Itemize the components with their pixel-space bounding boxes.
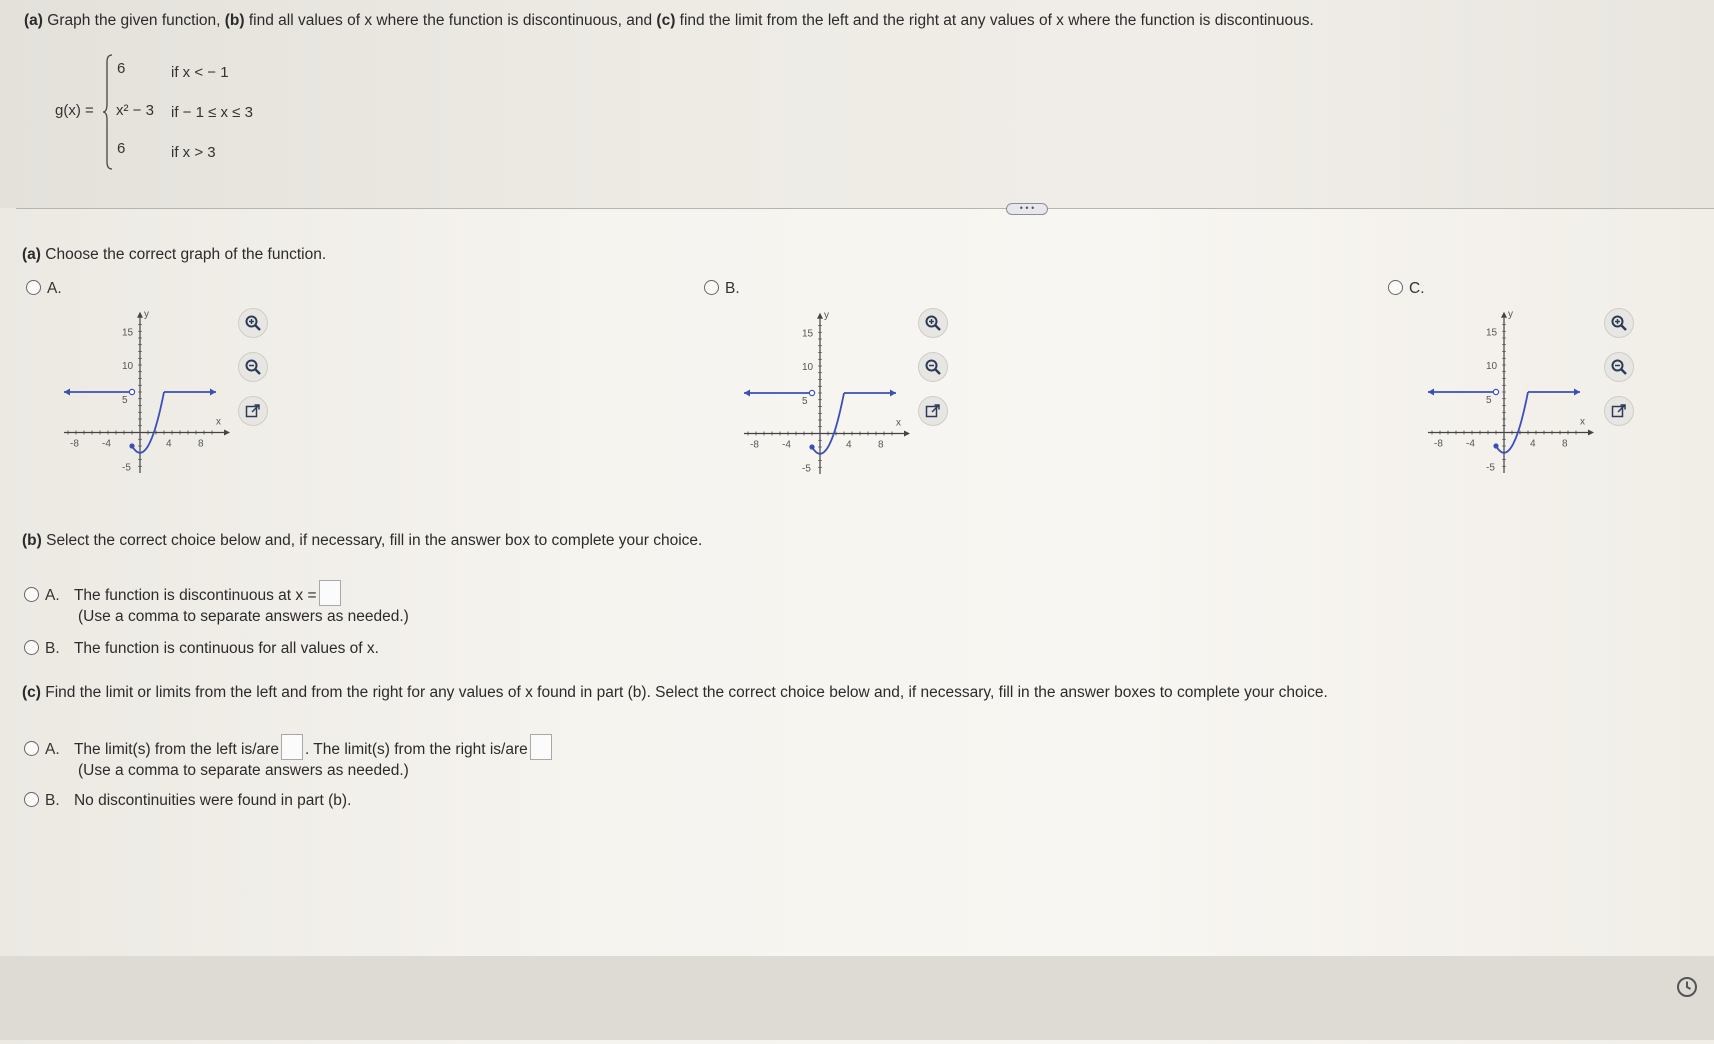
radio-button[interactable] <box>26 280 41 295</box>
right-piece-arrow <box>210 389 216 396</box>
radio-button[interactable] <box>1388 280 1403 295</box>
x-tick-label: 4 <box>166 438 172 450</box>
radio-button[interactable] <box>24 640 39 655</box>
graph-option-c[interactable] <box>1388 280 1425 298</box>
y-axis-arrow <box>817 313 823 319</box>
problem-statement <box>24 12 1314 30</box>
closed-endpoint <box>809 444 814 449</box>
graph-a <box>50 305 240 485</box>
part-c-question <box>22 684 1328 702</box>
y-tick-label: -5 <box>802 463 811 475</box>
zoom-out-icon[interactable] <box>238 352 268 382</box>
x-tick-label: 8 <box>198 438 204 450</box>
zoom-in-icon[interactable] <box>918 308 948 338</box>
left-piece-arrow <box>1428 389 1434 396</box>
left-piece-arrow <box>744 390 750 397</box>
option-a-left-text: The limit(s) from the left is/are <box>73 741 279 758</box>
y-tick-label: 5 <box>802 395 808 407</box>
graph-c-svg <box>1414 305 1604 485</box>
left-brace <box>103 54 113 170</box>
part-b-option-a[interactable] <box>24 580 343 606</box>
y-tick-label: -5 <box>122 462 131 474</box>
part-a-prefix: (a) <box>22 246 41 263</box>
graph-b-svg <box>730 306 920 486</box>
x-axis-label: x <box>896 417 901 429</box>
middle-piece-curve <box>812 393 844 454</box>
x-tick-label: 4 <box>846 439 852 451</box>
option-letter: B. <box>725 280 740 297</box>
piece-1-condition: if x < − 1 <box>171 64 229 81</box>
radio-button[interactable] <box>24 741 39 756</box>
x-axis-label: x <box>1580 416 1585 428</box>
zoom-in-icon[interactable] <box>238 308 268 338</box>
option-letter: B. <box>45 640 60 657</box>
y-axis-arrow <box>1501 312 1507 318</box>
radio-button[interactable] <box>704 280 719 295</box>
section-divider <box>16 208 1714 209</box>
open-new-window-icon[interactable] <box>238 396 268 426</box>
x-tick-label: 8 <box>1562 438 1568 450</box>
left-piece-arrow <box>64 389 70 396</box>
option-letter: B. <box>45 792 60 809</box>
right-piece-arrow <box>890 390 896 397</box>
option-a-text: The function is discontinuous at x = <box>73 587 317 604</box>
closed-endpoint <box>1493 443 1498 448</box>
prompt-part-b-label: (b) <box>224 12 245 29</box>
footer-band <box>0 956 1714 1040</box>
y-tick-label: 10 <box>802 362 814 373</box>
y-axis-arrow <box>137 312 143 318</box>
part-b-prefix: (b) <box>22 532 42 549</box>
part-b-question <box>22 532 702 550</box>
option-b-text: No discontinuities were found in part (b). <box>73 792 352 809</box>
middle-piece-curve <box>1496 392 1528 453</box>
x-tick-label: -8 <box>750 439 759 451</box>
part-b-hint: (Use a comma to separate answers as needed.) <box>78 608 409 625</box>
part-c-hint: (Use a comma to separate answers as needed.) <box>78 762 409 779</box>
x-tick-label: 4 <box>1530 438 1536 450</box>
y-axis-label: y <box>1508 308 1513 320</box>
function-name: g(x) = <box>55 102 94 119</box>
y-tick-label: 10 <box>122 361 134 372</box>
prompt-text-b: find all values of x where the function is discontinuous, and <box>244 12 657 29</box>
graph-b <box>730 306 920 486</box>
closed-endpoint <box>129 443 134 448</box>
prompt-text-c: find the limit from the left and the right at any values of x where the function is discontinuous. <box>675 12 1314 29</box>
x-tick-label: 8 <box>878 439 884 451</box>
x-axis-arrow <box>904 431 910 437</box>
piecewise-function <box>55 50 315 175</box>
resize-handle[interactable]: • • • <box>1006 203 1048 215</box>
graph-option-a[interactable] <box>26 280 62 298</box>
y-tick-label: 15 <box>802 328 814 340</box>
option-letter: A. <box>45 587 60 604</box>
part-c-option-a[interactable] <box>24 734 554 760</box>
y-axis-label: y <box>824 309 829 321</box>
x-tick-label: -8 <box>70 438 79 450</box>
radio-button[interactable] <box>24 587 39 602</box>
piece-3-condition: if x > 3 <box>171 144 216 161</box>
prompt-part-c-label: (c) <box>656 12 676 29</box>
open-new-window-icon[interactable] <box>918 396 948 426</box>
graph-a-svg <box>50 305 240 485</box>
zoom-out-icon[interactable] <box>1604 352 1634 382</box>
y-tick-label: -5 <box>1486 462 1495 474</box>
y-tick-label: 5 <box>1486 394 1492 406</box>
x-tick-label: -8 <box>1434 438 1443 450</box>
option-letter: C. <box>1409 280 1425 297</box>
option-b-text: The function is continuous for all values of x. <box>73 640 379 657</box>
left-limit-answer-box[interactable] <box>281 734 303 760</box>
open-endpoint <box>809 390 814 395</box>
part-b-text: Select the correct choice below and, if necessary, fill in the answer box to complete your choice. <box>41 532 703 549</box>
prompt-part-a-label: (a) <box>24 12 43 29</box>
y-axis-label: y <box>144 308 149 320</box>
graph-option-b[interactable] <box>704 280 740 298</box>
piece-1-expression: 6 <box>117 60 126 77</box>
y-tick-label: 15 <box>122 327 134 339</box>
option-a-right-text: . The limit(s) from the right is/are <box>304 741 528 758</box>
prompt-text-a: Graph the given function, <box>42 12 225 29</box>
x-tick-label: -4 <box>102 438 111 450</box>
right-limit-answer-box[interactable] <box>530 734 552 760</box>
y-tick-label: 15 <box>1486 327 1498 339</box>
right-piece-arrow <box>1574 389 1580 396</box>
x-tick-label: -4 <box>1466 438 1475 450</box>
zoom-in-icon[interactable] <box>1604 308 1634 338</box>
y-tick-label: 10 <box>1486 361 1498 372</box>
graph-c <box>1414 305 1604 485</box>
part-c-prefix: (c) <box>22 684 41 701</box>
option-letter: A. <box>47 280 62 297</box>
piece-3-expression: 6 <box>117 140 126 157</box>
open-new-window-icon[interactable] <box>1604 396 1634 426</box>
radio-button[interactable] <box>24 792 39 807</box>
open-endpoint <box>1493 389 1498 394</box>
x-axis-arrow <box>1588 430 1594 436</box>
piece-2-condition: if − 1 ≤ x ≤ 3 <box>171 104 253 121</box>
option-letter: A. <box>45 741 60 758</box>
part-c-text: Find the limit or limits from the left and from the right for any values of x found in part (b). Select the correct choice below and, if necessary, fill in the answer boxes to complete your choice. <box>40 684 1328 701</box>
piece-2-expression: x² − 3 <box>116 102 154 119</box>
clock-icon[interactable] <box>1676 976 1698 998</box>
part-a-question <box>22 246 326 264</box>
part-c-option-b[interactable] <box>24 792 351 810</box>
y-tick-label: 5 <box>122 394 128 406</box>
discontinuity-answer-box[interactable] <box>319 580 341 606</box>
x-tick-label: -4 <box>782 439 791 451</box>
x-axis-arrow <box>224 430 230 436</box>
middle-piece-curve <box>132 392 164 453</box>
open-endpoint <box>129 389 134 394</box>
zoom-out-icon[interactable] <box>918 352 948 382</box>
part-a-text: Choose the correct graph of the function. <box>40 246 327 263</box>
x-axis-label: x <box>216 416 221 428</box>
part-b-option-b[interactable] <box>24 640 379 658</box>
